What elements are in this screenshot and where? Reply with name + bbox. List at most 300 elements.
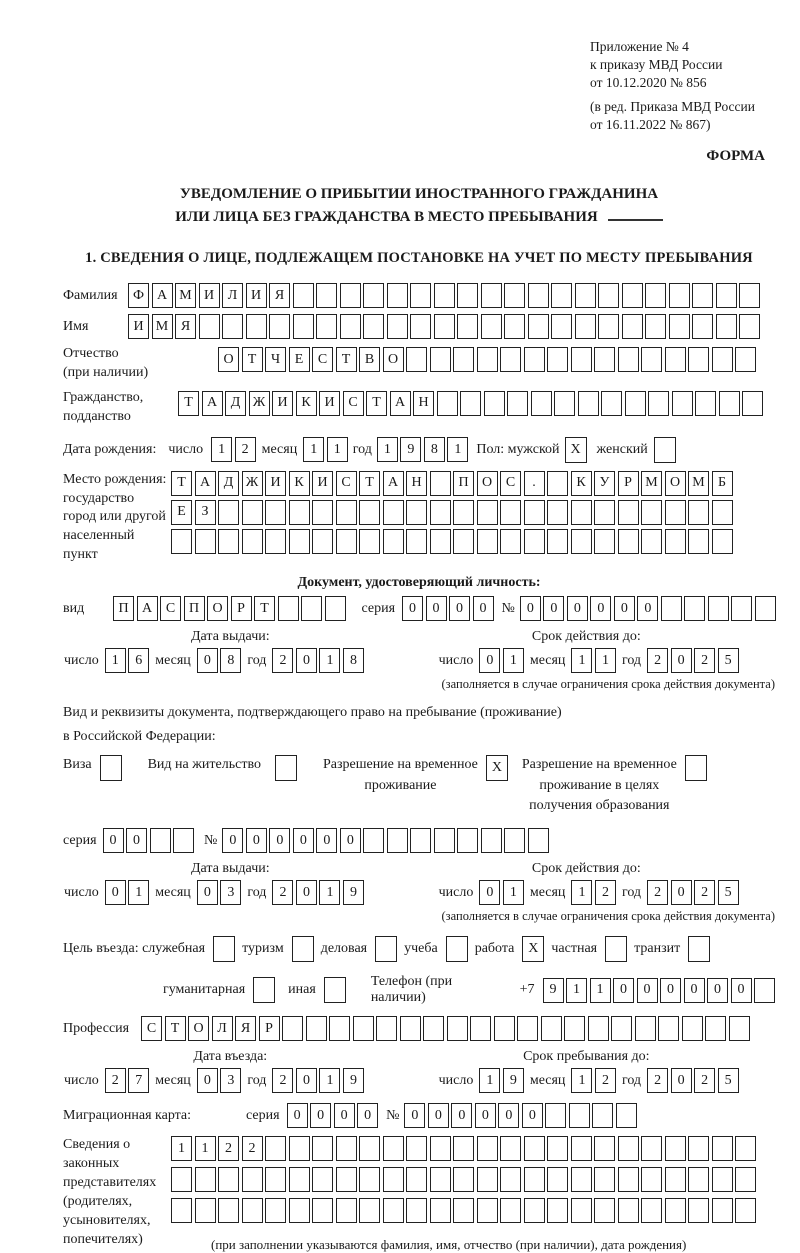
form-cell[interactable]: 0	[426, 596, 447, 621]
form-cell[interactable]	[430, 471, 451, 496]
form-cell[interactable]: Я	[175, 314, 196, 339]
form-cell[interactable]: 1	[566, 978, 587, 1003]
form-cell[interactable]	[598, 283, 619, 308]
form-cell[interactable]	[282, 1016, 303, 1041]
form-cell[interactable]	[665, 1167, 686, 1192]
form-cell[interactable]	[293, 314, 314, 339]
form-cell[interactable]: 0	[479, 880, 500, 905]
form-cell[interactable]	[312, 1167, 333, 1192]
form-cell[interactable]	[712, 500, 733, 525]
form-cell[interactable]	[661, 596, 682, 621]
form-cell[interactable]	[622, 283, 643, 308]
form-cell[interactable]: 0	[269, 828, 290, 853]
form-cell[interactable]	[453, 1167, 474, 1192]
form-cell[interactable]: Л	[212, 1016, 233, 1041]
form-cell[interactable]	[171, 529, 192, 554]
form-cell[interactable]: М	[688, 471, 709, 496]
form-cell[interactable]	[387, 283, 408, 308]
form-cell[interactable]	[383, 500, 404, 525]
form-cell[interactable]: О	[383, 347, 404, 372]
form-cell[interactable]	[406, 347, 427, 372]
form-cell[interactable]	[500, 1167, 521, 1192]
form-cell[interactable]	[739, 314, 760, 339]
entry-day-cells[interactable]	[105, 1068, 150, 1093]
valid-year-cells[interactable]	[647, 648, 739, 673]
form-cell[interactable]	[359, 1167, 380, 1192]
form-cell[interactable]: 0	[293, 828, 314, 853]
form-cell[interactable]: 0	[222, 828, 243, 853]
form-cell[interactable]	[363, 828, 384, 853]
form-cell[interactable]: Р	[618, 471, 639, 496]
form-cell[interactable]: 2	[694, 648, 715, 673]
form-cell[interactable]	[447, 1016, 468, 1041]
form-cell[interactable]	[265, 529, 286, 554]
res-valid-month-cells[interactable]	[571, 880, 616, 905]
form-cell[interactable]: 0	[522, 1103, 543, 1128]
form-cell[interactable]: 0	[402, 596, 423, 621]
form-cell[interactable]: 0	[126, 828, 147, 853]
form-cell[interactable]: 0	[296, 1068, 317, 1093]
form-cell[interactable]: Л	[222, 283, 243, 308]
form-cell[interactable]	[457, 314, 478, 339]
form-cell[interactable]	[453, 1136, 474, 1161]
form-cell[interactable]	[688, 1136, 709, 1161]
entry-month-cells[interactable]	[197, 1068, 242, 1093]
form-cell[interactable]	[477, 1167, 498, 1192]
form-cell[interactable]: Т	[171, 471, 192, 496]
form-cell[interactable]	[195, 1198, 216, 1223]
form-cell[interactable]	[692, 283, 713, 308]
form-cell[interactable]: 5	[718, 648, 739, 673]
form-cell[interactable]: 0	[310, 1103, 331, 1128]
form-cell[interactable]	[504, 314, 525, 339]
form-cell[interactable]	[481, 314, 502, 339]
form-cell[interactable]	[242, 1167, 263, 1192]
patronymic-cells[interactable]	[218, 347, 756, 372]
form-cell[interactable]	[218, 529, 239, 554]
form-cell[interactable]	[265, 1198, 286, 1223]
purpose-tourism-checkbox[interactable]	[292, 936, 314, 962]
form-cell[interactable]	[457, 283, 478, 308]
form-cell[interactable]	[618, 1198, 639, 1223]
birthplace-row1-cells[interactable]	[171, 471, 733, 496]
form-cell[interactable]	[453, 529, 474, 554]
doc-number-cells[interactable]	[520, 596, 776, 621]
form-cell[interactable]	[484, 391, 505, 416]
form-cell[interactable]	[688, 529, 709, 554]
form-cell[interactable]	[594, 529, 615, 554]
form-cell[interactable]	[316, 314, 337, 339]
form-cell[interactable]: Т	[366, 391, 387, 416]
form-cell[interactable]	[645, 283, 666, 308]
form-cell[interactable]	[594, 1136, 615, 1161]
form-cell[interactable]	[641, 500, 662, 525]
form-cell[interactable]	[312, 1198, 333, 1223]
form-cell[interactable]	[289, 529, 310, 554]
form-cell[interactable]	[423, 1016, 444, 1041]
form-cell[interactable]	[648, 391, 669, 416]
form-cell[interactable]	[688, 1198, 709, 1223]
form-cell[interactable]	[278, 596, 299, 621]
form-cell[interactable]	[569, 1103, 590, 1128]
form-cell[interactable]	[547, 1198, 568, 1223]
form-cell[interactable]	[578, 391, 599, 416]
form-cell[interactable]: 1	[319, 648, 340, 673]
surname-cells[interactable]	[128, 283, 760, 308]
form-cell[interactable]	[242, 500, 263, 525]
form-cell[interactable]: 7	[128, 1068, 149, 1093]
form-cell[interactable]	[312, 529, 333, 554]
form-cell[interactable]	[265, 500, 286, 525]
form-cell[interactable]: 0	[296, 648, 317, 673]
form-cell[interactable]: 1	[571, 648, 592, 673]
form-cell[interactable]	[594, 1167, 615, 1192]
representatives-row2-cells[interactable]	[171, 1167, 756, 1192]
form-cell[interactable]: 9	[343, 880, 364, 905]
form-cell[interactable]: М	[152, 314, 173, 339]
form-cell[interactable]	[195, 529, 216, 554]
form-cell[interactable]	[453, 1198, 474, 1223]
form-cell[interactable]: 2	[647, 880, 668, 905]
res-valid-year-cells[interactable]	[647, 880, 739, 905]
form-cell[interactable]	[712, 529, 733, 554]
sex-male-checkbox[interactable]: X	[565, 437, 587, 463]
form-cell[interactable]: О	[207, 596, 228, 621]
form-cell[interactable]	[641, 1167, 662, 1192]
form-cell[interactable]: Т	[242, 347, 263, 372]
form-cell[interactable]: 9	[543, 978, 564, 1003]
form-cell[interactable]	[477, 1136, 498, 1161]
form-cell[interactable]	[712, 347, 733, 372]
firstname-cells[interactable]	[128, 314, 760, 339]
form-cell[interactable]	[265, 1167, 286, 1192]
form-cell[interactable]	[289, 1167, 310, 1192]
form-cell[interactable]: И	[272, 391, 293, 416]
res-valid-day-cells[interactable]	[479, 880, 524, 905]
form-cell[interactable]	[437, 391, 458, 416]
form-cell[interactable]: С	[336, 471, 357, 496]
form-cell[interactable]	[551, 314, 572, 339]
form-cell[interactable]	[688, 347, 709, 372]
form-cell[interactable]	[551, 283, 572, 308]
form-cell[interactable]	[173, 828, 194, 853]
form-cell[interactable]: 0	[613, 978, 634, 1003]
form-cell[interactable]	[716, 283, 737, 308]
form-cell[interactable]	[434, 314, 455, 339]
form-cell[interactable]	[171, 1198, 192, 1223]
form-cell[interactable]	[430, 529, 451, 554]
form-cell[interactable]: С	[141, 1016, 162, 1041]
form-cell[interactable]	[571, 500, 592, 525]
form-cell[interactable]: О	[477, 471, 498, 496]
form-cell[interactable]: И	[319, 391, 340, 416]
form-cell[interactable]: О	[188, 1016, 209, 1041]
form-cell[interactable]: Ж	[242, 471, 263, 496]
temp-residence-checkbox[interactable]: X	[486, 755, 508, 781]
form-cell[interactable]	[434, 283, 455, 308]
form-cell[interactable]	[430, 1167, 451, 1192]
form-cell[interactable]	[665, 529, 686, 554]
form-cell[interactable]	[622, 314, 643, 339]
form-cell[interactable]: 0	[671, 880, 692, 905]
form-cell[interactable]	[504, 283, 525, 308]
form-cell[interactable]	[682, 1016, 703, 1041]
form-cell[interactable]: 1	[571, 1068, 592, 1093]
form-cell[interactable]: Н	[406, 471, 427, 496]
form-cell[interactable]	[618, 347, 639, 372]
form-cell[interactable]: С	[343, 391, 364, 416]
form-cell[interactable]	[616, 1103, 637, 1128]
form-cell[interactable]	[601, 391, 622, 416]
form-cell[interactable]: А	[137, 596, 158, 621]
form-cell[interactable]	[504, 828, 525, 853]
birthplace-row2-cells[interactable]	[171, 500, 733, 525]
form-cell[interactable]	[524, 1167, 545, 1192]
form-cell[interactable]	[719, 391, 740, 416]
form-cell[interactable]: 0	[707, 978, 728, 1003]
form-cell[interactable]	[688, 500, 709, 525]
form-cell[interactable]: 0	[660, 978, 681, 1003]
form-cell[interactable]	[383, 1167, 404, 1192]
form-cell[interactable]	[387, 314, 408, 339]
representatives-row3-cells[interactable]	[171, 1198, 756, 1223]
form-cell[interactable]	[340, 283, 361, 308]
form-cell[interactable]	[477, 500, 498, 525]
form-cell[interactable]	[575, 314, 596, 339]
form-cell[interactable]	[306, 1016, 327, 1041]
form-cell[interactable]: Я	[269, 283, 290, 308]
form-cell[interactable]	[218, 1167, 239, 1192]
form-cell[interactable]: 0	[614, 596, 635, 621]
form-cell[interactable]: 0	[103, 828, 124, 853]
form-cell[interactable]: А	[152, 283, 173, 308]
form-cell[interactable]: .	[524, 471, 545, 496]
sex-female-checkbox[interactable]	[654, 437, 676, 463]
form-cell[interactable]: Е	[171, 500, 192, 525]
phone-cells[interactable]	[543, 978, 776, 1003]
form-cell[interactable]: 2	[647, 1068, 668, 1093]
form-cell[interactable]	[635, 1016, 656, 1041]
form-cell[interactable]: 1	[195, 1136, 216, 1161]
form-cell[interactable]: А	[202, 391, 223, 416]
edu-residence-checkbox[interactable]	[685, 755, 707, 781]
form-cell[interactable]: 1	[447, 437, 468, 462]
form-cell[interactable]	[684, 596, 705, 621]
form-cell[interactable]: 2	[694, 1068, 715, 1093]
form-cell[interactable]	[383, 529, 404, 554]
form-cell[interactable]	[359, 529, 380, 554]
form-cell[interactable]: 5	[718, 880, 739, 905]
form-cell[interactable]	[547, 500, 568, 525]
form-cell[interactable]: Р	[231, 596, 252, 621]
form-cell[interactable]	[434, 828, 455, 853]
form-cell[interactable]	[618, 500, 639, 525]
form-cell[interactable]	[325, 596, 346, 621]
form-cell[interactable]: Ф	[128, 283, 149, 308]
form-cell[interactable]: 2	[272, 648, 293, 673]
form-cell[interactable]	[641, 529, 662, 554]
form-cell[interactable]	[301, 596, 322, 621]
profession-cells[interactable]	[141, 1016, 750, 1041]
form-cell[interactable]: З	[195, 500, 216, 525]
form-cell[interactable]	[541, 1016, 562, 1041]
purpose-private-checkbox[interactable]	[605, 936, 627, 962]
form-cell[interactable]	[618, 529, 639, 554]
form-cell[interactable]: Я	[235, 1016, 256, 1041]
form-cell[interactable]: Н	[413, 391, 434, 416]
visa-checkbox[interactable]	[100, 755, 122, 781]
form-cell[interactable]: 0	[334, 1103, 355, 1128]
form-cell[interactable]: 2	[242, 1136, 263, 1161]
form-cell[interactable]: 1	[479, 1068, 500, 1093]
form-cell[interactable]	[645, 314, 666, 339]
form-cell[interactable]	[571, 347, 592, 372]
form-cell[interactable]	[265, 1136, 286, 1161]
form-cell[interactable]: 0	[671, 648, 692, 673]
form-cell[interactable]	[481, 283, 502, 308]
form-cell[interactable]	[336, 529, 357, 554]
form-cell[interactable]: К	[289, 471, 310, 496]
form-cell[interactable]	[547, 471, 568, 496]
form-cell[interactable]	[383, 1136, 404, 1161]
form-cell[interactable]	[669, 283, 690, 308]
form-cell[interactable]	[695, 391, 716, 416]
stay-month-cells[interactable]	[571, 1068, 616, 1093]
form-cell[interactable]: 3	[220, 1068, 241, 1093]
form-cell[interactable]	[500, 347, 521, 372]
form-cell[interactable]	[359, 500, 380, 525]
form-cell[interactable]	[731, 596, 752, 621]
form-cell[interactable]: 2	[218, 1136, 239, 1161]
form-cell[interactable]	[400, 1016, 421, 1041]
form-cell[interactable]	[363, 314, 384, 339]
purpose-humanitarian-checkbox[interactable]	[253, 977, 275, 1003]
form-cell[interactable]	[739, 283, 760, 308]
form-cell[interactable]: О	[665, 471, 686, 496]
form-cell[interactable]	[340, 314, 361, 339]
form-cell[interactable]: 0	[637, 978, 658, 1003]
form-cell[interactable]	[641, 1136, 662, 1161]
form-cell[interactable]: И	[128, 314, 149, 339]
form-cell[interactable]	[571, 1136, 592, 1161]
form-cell[interactable]	[199, 314, 220, 339]
form-cell[interactable]	[430, 347, 451, 372]
birthdate-year-cells[interactable]	[377, 437, 469, 462]
form-cell[interactable]	[293, 283, 314, 308]
form-cell[interactable]: 1	[319, 1068, 340, 1093]
form-cell[interactable]	[457, 828, 478, 853]
form-cell[interactable]	[329, 1016, 350, 1041]
form-cell[interactable]: 0	[287, 1103, 308, 1128]
form-cell[interactable]	[460, 391, 481, 416]
form-cell[interactable]: 0	[197, 1068, 218, 1093]
form-cell[interactable]	[594, 347, 615, 372]
form-cell[interactable]	[363, 283, 384, 308]
form-cell[interactable]: 9	[343, 1068, 364, 1093]
form-cell[interactable]: 9	[400, 437, 421, 462]
form-cell[interactable]: Т	[165, 1016, 186, 1041]
form-cell[interactable]	[528, 314, 549, 339]
form-cell[interactable]	[712, 1198, 733, 1223]
form-cell[interactable]: С	[312, 347, 333, 372]
form-cell[interactable]: С	[500, 471, 521, 496]
doc-series-cells[interactable]	[402, 596, 494, 621]
form-cell[interactable]: 0	[637, 596, 658, 621]
mc-number-cells[interactable]	[404, 1103, 637, 1128]
form-cell[interactable]: 6	[128, 648, 149, 673]
form-cell[interactable]	[242, 1198, 263, 1223]
form-cell[interactable]	[312, 500, 333, 525]
form-cell[interactable]: К	[571, 471, 592, 496]
form-cell[interactable]	[735, 1136, 756, 1161]
purpose-work-checkbox[interactable]: X	[522, 936, 544, 962]
form-cell[interactable]: 1	[595, 648, 616, 673]
form-cell[interactable]: Б	[712, 471, 733, 496]
form-cell[interactable]	[410, 828, 431, 853]
form-cell[interactable]: 8	[424, 437, 445, 462]
form-cell[interactable]: 1	[105, 648, 126, 673]
form-cell[interactable]	[708, 596, 729, 621]
form-cell[interactable]	[218, 1198, 239, 1223]
form-cell[interactable]	[588, 1016, 609, 1041]
form-cell[interactable]: 0	[731, 978, 752, 1003]
representatives-row1-cells[interactable]	[171, 1136, 756, 1161]
form-cell[interactable]: 0	[404, 1103, 425, 1128]
form-cell[interactable]: 1	[327, 437, 348, 462]
form-cell[interactable]	[531, 391, 552, 416]
form-cell[interactable]	[289, 500, 310, 525]
form-cell[interactable]	[376, 1016, 397, 1041]
doc-kind-cells[interactable]	[113, 596, 346, 621]
form-cell[interactable]: О	[218, 347, 239, 372]
form-cell[interactable]	[312, 1136, 333, 1161]
res-number-cells[interactable]	[222, 828, 549, 853]
form-cell[interactable]	[729, 1016, 750, 1041]
form-cell[interactable]: 1	[503, 880, 524, 905]
form-cell[interactable]: У	[594, 471, 615, 496]
form-cell[interactable]	[477, 347, 498, 372]
form-cell[interactable]	[195, 1167, 216, 1192]
form-cell[interactable]	[477, 1198, 498, 1223]
valid-month-cells[interactable]	[571, 648, 616, 673]
form-cell[interactable]	[222, 314, 243, 339]
form-cell[interactable]	[507, 391, 528, 416]
form-cell[interactable]: К	[296, 391, 317, 416]
form-cell[interactable]: П	[453, 471, 474, 496]
form-cell[interactable]	[742, 391, 763, 416]
purpose-other-checkbox[interactable]	[324, 977, 346, 1003]
form-cell[interactable]	[712, 1167, 733, 1192]
form-cell[interactable]	[641, 347, 662, 372]
res-issue-month-cells[interactable]	[197, 880, 242, 905]
form-cell[interactable]: 0	[197, 880, 218, 905]
form-cell[interactable]: 2	[647, 648, 668, 673]
form-cell[interactable]	[383, 1198, 404, 1223]
form-cell[interactable]: Е	[289, 347, 310, 372]
form-cell[interactable]	[735, 1167, 756, 1192]
form-cell[interactable]: 8	[220, 648, 241, 673]
form-cell[interactable]: Д	[218, 471, 239, 496]
res-series-cells[interactable]	[103, 828, 195, 853]
form-cell[interactable]: 3	[220, 880, 241, 905]
form-cell[interactable]	[716, 314, 737, 339]
form-cell[interactable]	[665, 1136, 686, 1161]
form-cell[interactable]: И	[199, 283, 220, 308]
form-cell[interactable]: И	[312, 471, 333, 496]
form-cell[interactable]: Ж	[249, 391, 270, 416]
form-cell[interactable]: Т	[336, 347, 357, 372]
form-cell[interactable]	[554, 391, 575, 416]
